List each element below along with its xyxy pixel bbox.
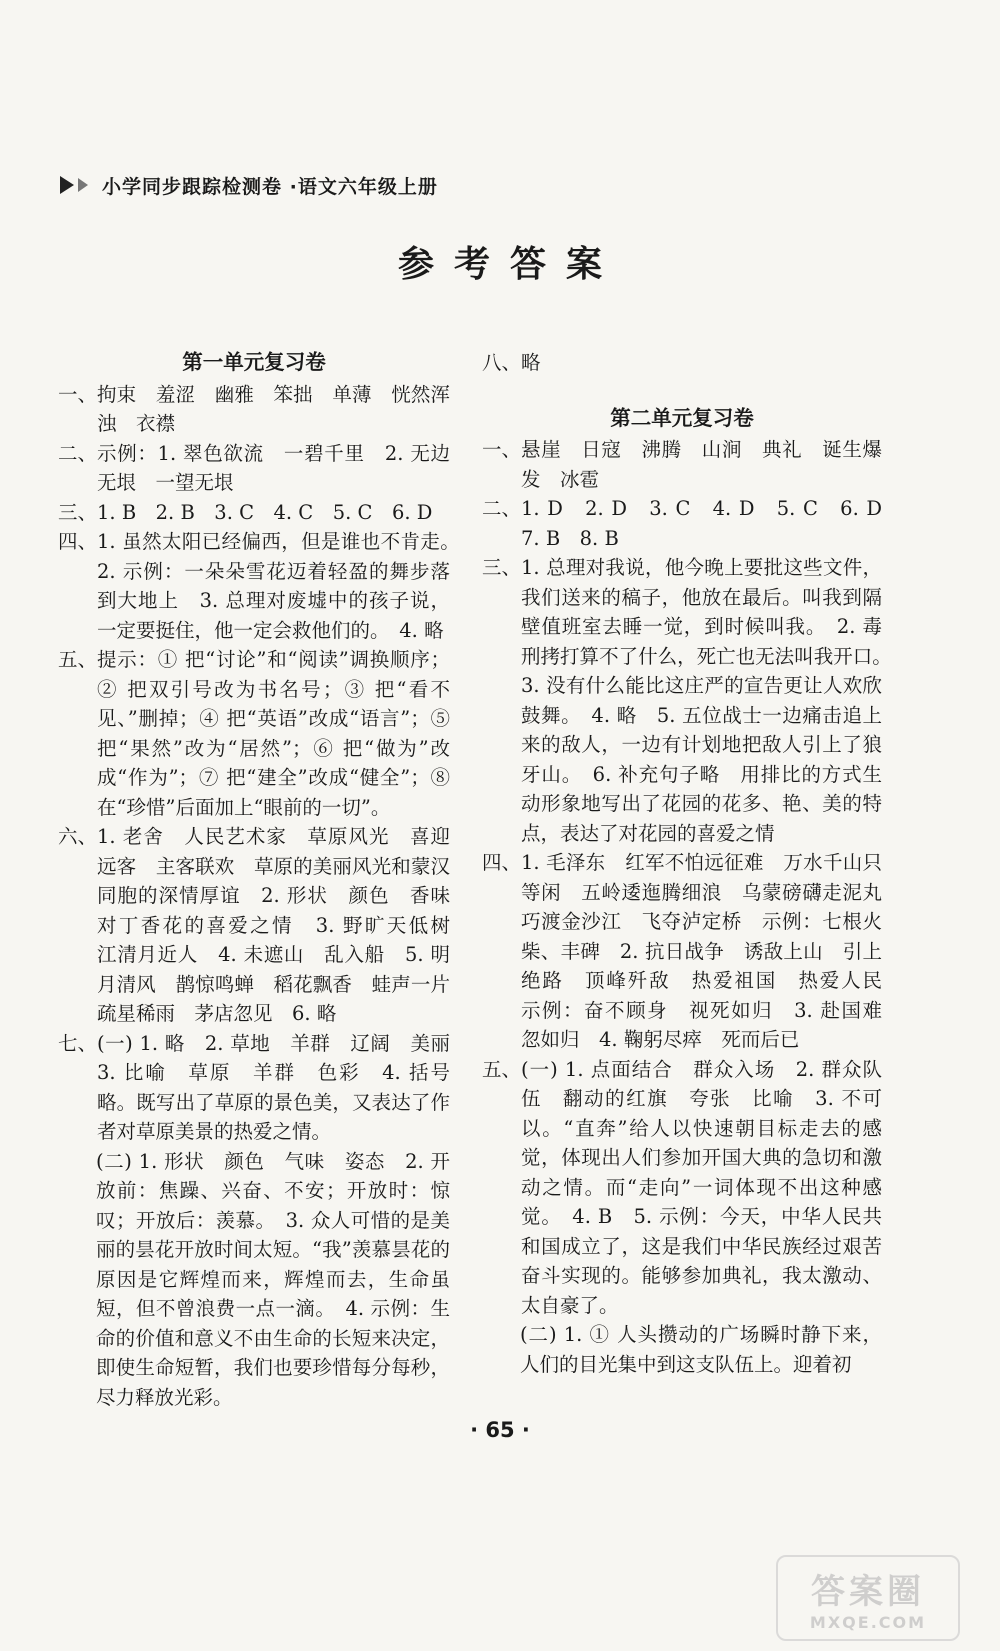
- watermark-logo: [776, 1555, 960, 1641]
- item-marker: 六、: [58, 825, 98, 848]
- item-text: 1. 总理对我说，他今晚上要批这些文件，我们送来的稿子，他放在最后。叫我到隔壁值班室去睡一觉，到时候叫我。 2. 毒刑拷打算不了什么，死亡也无法叫我开口。 3. 没有什么能比这庄严的宣告更让人欢欣鼓舞。 4. 略 5. 五位战士一边痛击追上来的敌人，一边有计划地把敌人引上了狼牙山。 6. 补充句子略 用排比的方式生动形象地写出了花园的花多、艳、美的特点，表达了对花园的喜爱之情: [521, 556, 902, 845]
- item-marker: 一、: [58, 382, 98, 406]
- answer-item: [58, 645, 450, 822]
- answer-item: [482, 553, 902, 848]
- answer-item: [482, 435, 882, 494]
- answer-item: [58, 527, 470, 645]
- item-text: 略: [521, 351, 541, 374]
- item-text: 1. D 2. D 3. C 4. D 5. C 6. D 7. B 8. B: [521, 497, 902, 550]
- item-marker: 三、: [482, 556, 522, 579]
- item-marker: 五、: [482, 1057, 522, 1081]
- item-text: (一) 1. 略 2. 草地 羊群 辽阔 美丽 3. 比喻 草原 羊群 色彩 4. 括号略。既写出了草原的景色美，又表达了作者对草原美景的热爱之情。: [97, 1031, 470, 1143]
- item-marker: 三、: [58, 500, 98, 524]
- answer-item: [58, 380, 450, 439]
- item-text: 1. 虽然太阳已经偏西，但是谁也不肯走。 2. 示例：一朵朵雪花迈着轻盈的舞步落到大地上 3. 总理对废墟中的孩子说，一定要挺住，他一定会救他们的。 4. 略: [97, 530, 470, 642]
- item-text: 1. 毛泽东 红军不怕远征难 万水千山只等闲 五岭逶迤腾细浪 乌蒙磅礴走泥丸 巧渡金沙江 飞夺泸定桥 示例：七根火柴、丰碑 2. 抗日战争 诱敌上山 引上绝路 顶峰歼敌 热爱祖国 热爱人民 示例：奋不顾身 视死如归 3. 赴国难 忽如归 4. 鞠躬尽瘁 死而后已: [521, 851, 902, 1051]
- item-marker: 二、: [58, 441, 98, 465]
- item-text: (一) 1. 点面结合 群众入场 2. 群众队伍 翻动的红旗 夸张 比喻 3. 不可以。“直奔”给人以快速朝目标走去的感觉，体现出人们参加开国大典的急切和激动之情。而“走向”一词体现不出这种感觉。 4. B 5. 示例：今天，中华人民共和国成立了，这是我们中华民族经过艰苦奋斗实现的。能够参加典礼，我太激动、太自豪了。: [521, 1057, 882, 1317]
- item-marker: 七、: [58, 1031, 98, 1055]
- item-text: 1. B 2. B 3. C 4. C 5. C 6. D: [97, 500, 433, 524]
- answer-item: [482, 348, 882, 378]
- answer-item: [482, 494, 902, 553]
- sub-paragraph: (二) 1. ① 人头攒动的广场瞬时静下来，人们的目光集中到这支队伍上。迎着初: [520, 1323, 882, 1376]
- item-text: 提示：① 把“讨论”和“阅读”调换顺序；② 把双引号改为书名号；③ 把“看不见、”删掉；④ 把“英语”改成“语言”；⑤ 把“果然”改为“居然”；⑥ 把“做为”改成“作为”；⑦ 把“建全”改成“健全”；⑧在“珍惜”后面加上“眼前的一切”。: [97, 648, 450, 819]
- watermark-domain: MXQE.COM: [809, 1613, 927, 1632]
- item-text: 拘束 羞涩 幽雅 笨拙 单薄 恍然浑浊 衣襟: [97, 382, 450, 435]
- item-marker: 一、: [482, 438, 522, 461]
- item-marker: 八、: [482, 351, 522, 374]
- page-title: 参考答案: [397, 244, 622, 285]
- item-text: 1. 老舍 人民艺术家 草原风光 喜迎远客 主客联欢 草原的美丽风光和蒙汉同胞的深情厚谊 2. 形状 颜色 香味 对丁香花的喜爱之情 3. 野旷天低树 江清月近人 4. 未遮山 乱入船 5. 明月清风 鹊惊鸣蝉 稻花飘香 蛙声一片 疏星稀雨 茅店忽见 6. 略: [97, 825, 470, 1025]
- right-column: [482, 348, 902, 1379]
- answer-item: [58, 822, 470, 1029]
- arrow-icon: [60, 176, 74, 194]
- answer-item: [58, 439, 450, 498]
- answer-item: [58, 498, 450, 528]
- section-title-unit2: 第二单元复习卷: [610, 405, 754, 430]
- item-marker: 五、: [58, 648, 98, 671]
- item-text: 示例：1. 翠色欲流 一碧千里 2. 无边无垠 一望无垠: [97, 441, 450, 494]
- sub-paragraph: (二) 1. 形状 颜色 气味 姿态 2. 开放前：焦躁、兴奋、不安；开放时：惊叹；开放后：羡慕。 3. 众人可惜的是美丽的昙花开放时间太短。“我”羡慕昙花的原因是它辉煌而来，辉煌而去，生命虽短，但不曾浪费一点一滴。 4. 示例：生命的价值和意义不由生命的长短来决定，即使生命短暂，我们也要珍惜每分每秒，尽力释放光彩。: [96, 1149, 450, 1409]
- arrow-small-icon: [78, 178, 88, 192]
- left-column: [58, 348, 470, 1412]
- item-marker: 四、: [58, 530, 98, 553]
- item-marker: 二、: [482, 497, 522, 520]
- answer-item: [58, 1029, 470, 1147]
- series-header: [60, 170, 438, 200]
- page-number: · 65 ·: [470, 1418, 530, 1442]
- item-text: 悬崖 日寇 沸腾 山涧 典礼 诞生爆发 冰雹: [521, 438, 882, 491]
- watermark-text: 答案圈: [811, 1572, 925, 1612]
- answer-item: [482, 848, 902, 1055]
- section-title-unit1: 第一单元复习卷: [182, 350, 326, 374]
- answer-item: [482, 1055, 882, 1321]
- item-marker: 四、: [482, 851, 522, 874]
- series-title: 小学同步跟踪检测卷 ·语文六年级上册: [102, 175, 438, 198]
